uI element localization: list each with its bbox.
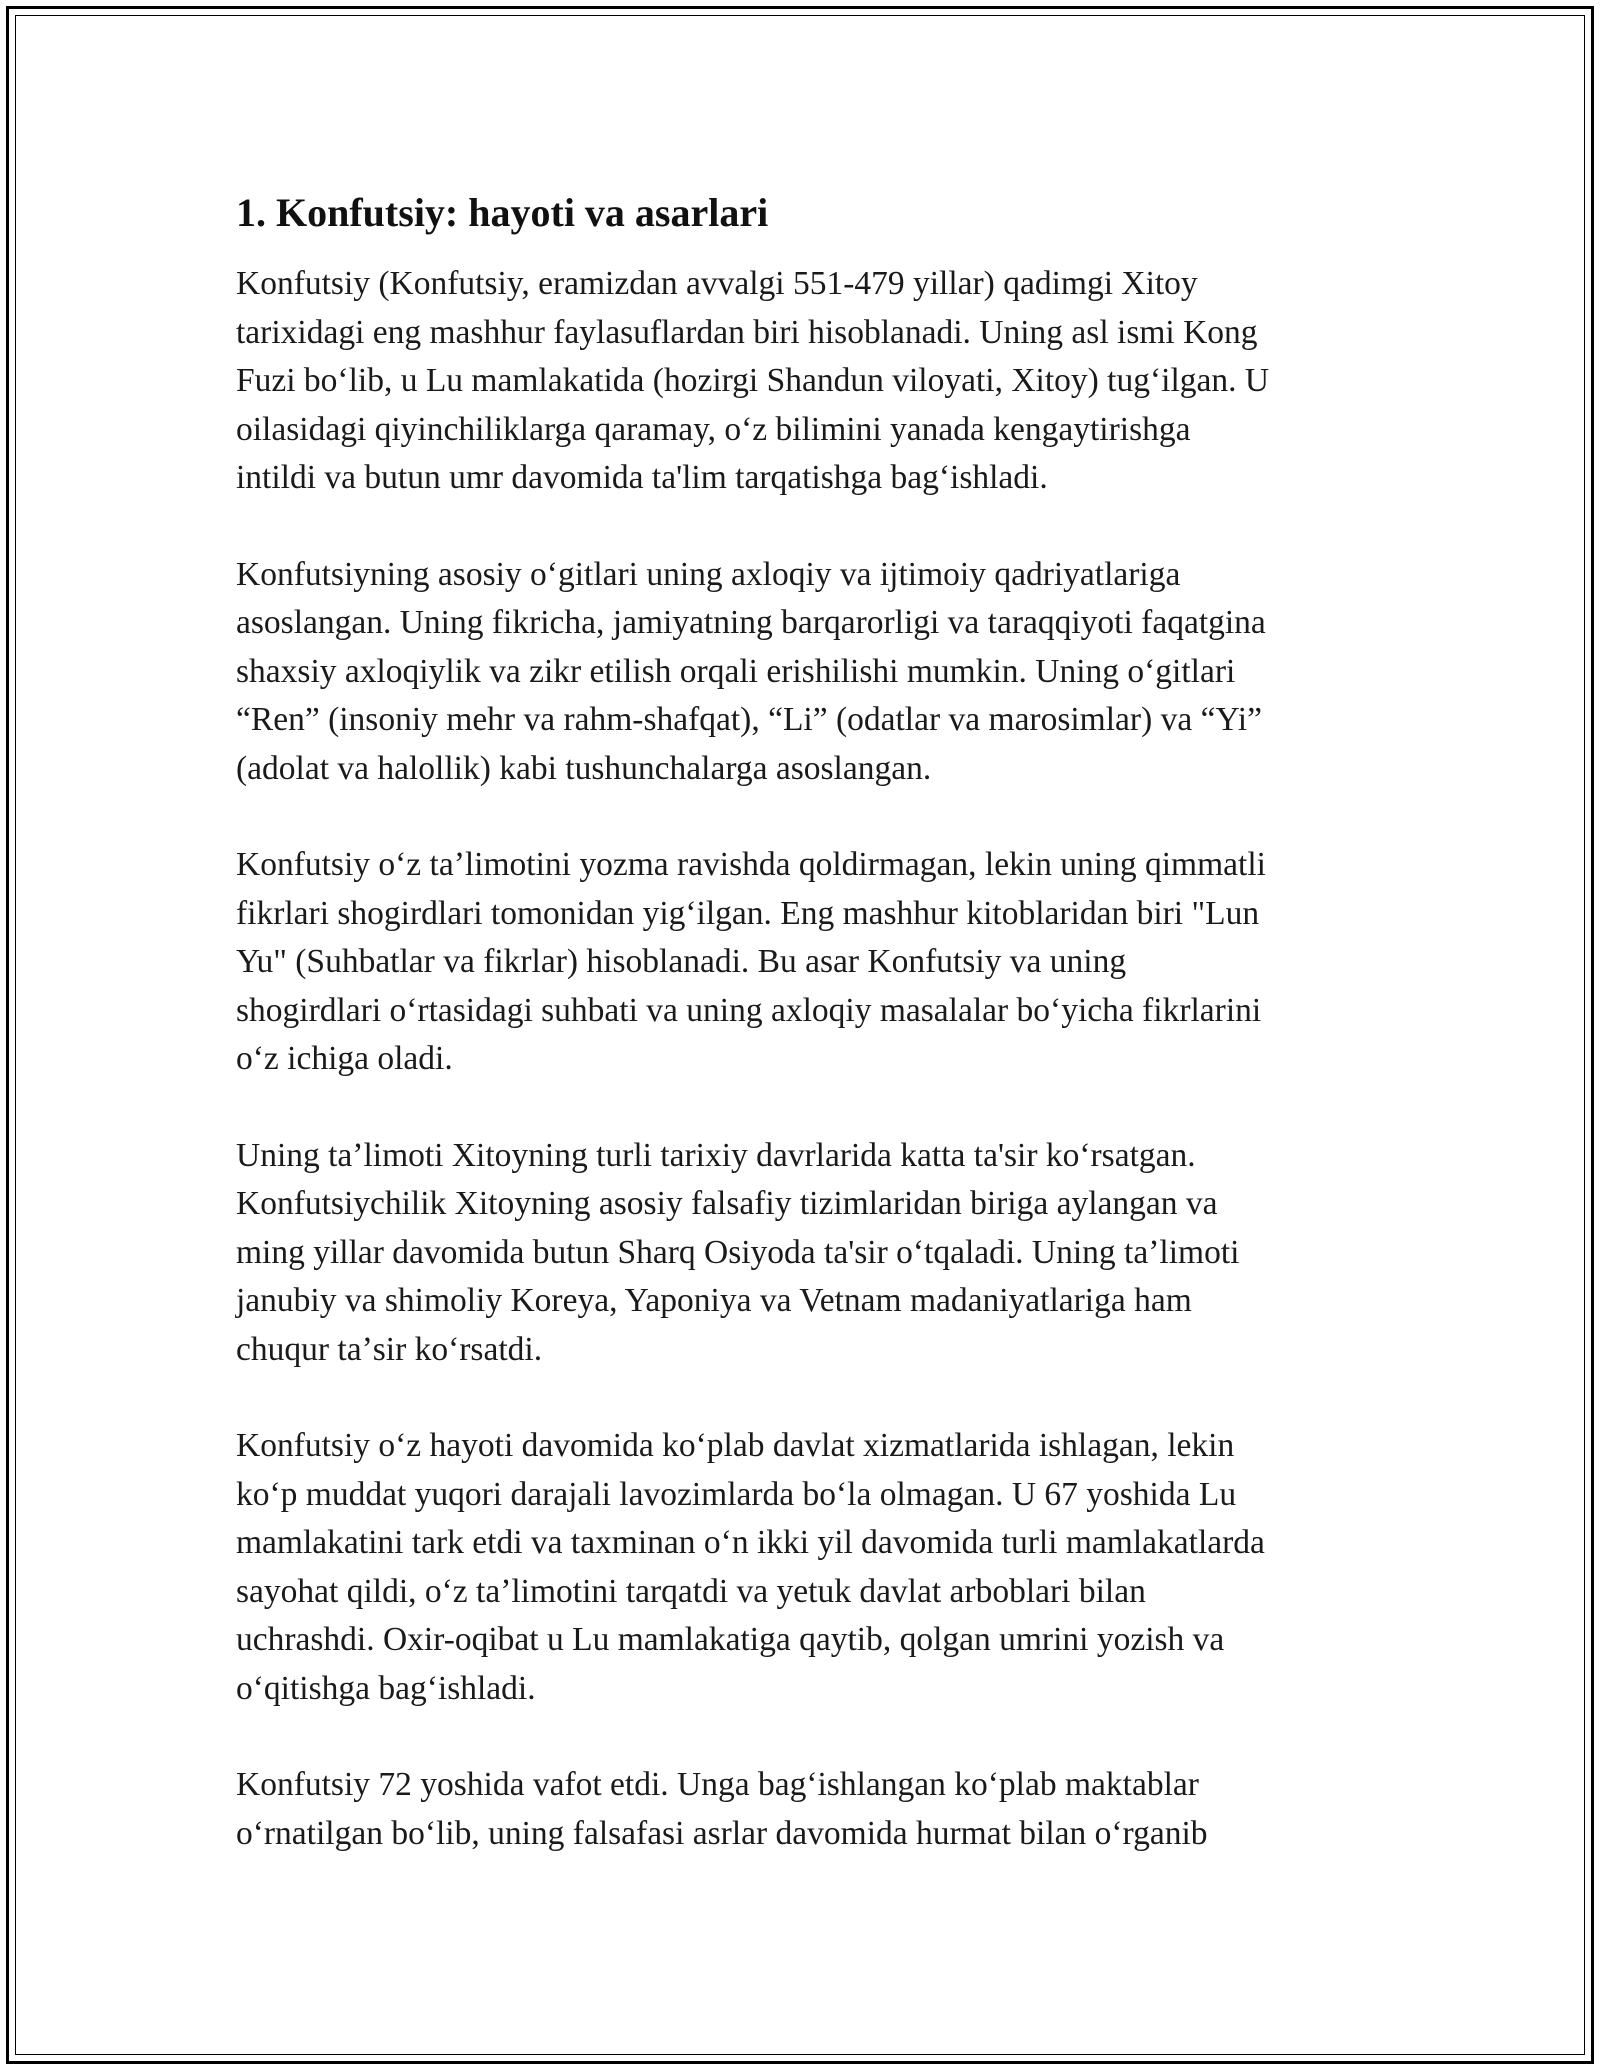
text-line: oʻz ichiga oladi. [236, 1040, 453, 1077]
text-line: oilasidagi qiyinchiliklarga qaramay, oʻz bilimini yanada kengaytirishga [236, 410, 1191, 448]
text-line: Konfutsiy oʻz hayoti davomida koʻplab davlat xizmatlarida ishlagan, lekin [236, 1427, 1235, 1464]
text-line: tarixidagi eng mashhur faylasuflardan biri hisoblanadi. Uning asl ismi Kong [236, 313, 1258, 351]
text-line: Konfutsiy 72 yoshida vafot etdi. Unga bagʻishlangan koʻplab maktablar [236, 1766, 1199, 1803]
text-line: shogirdlari oʻrtasidagi suhbati va uning axloqiy masalalar boʻyicha fikrlarini [236, 991, 1262, 1029]
text-line: fikrlari shogirdlari tomonidan yigʻilgan. Eng mashhur kitoblaridan biri "Lun [236, 894, 1260, 932]
text-line: Konfutsiy oʻz taʼlimotini yozma ravishda qoldirmagan, lekin uning qimmatli [236, 846, 1266, 883]
text-line: Konfutsiyning asosiy oʻgitlari uning axloqiy va ijtimoiy qadriyatlariga [236, 555, 1181, 593]
text-line: intildi va butun umr davomida ta'lim tarqatishga bagʻishladi. [236, 459, 1048, 496]
paragraph-2 [236, 551, 1376, 794]
text-line: oʻqitishga bagʻishladi. [236, 1669, 536, 1707]
text-line: asoslangan. Uning fikricha, jamiyatning barqarorligi va taraqqiyoti faqatgina [236, 604, 1266, 641]
text-line: Uning taʼlimoti Xitoyning turli tarixiy davrlarida katta ta'sir koʻrsatgan. [236, 1136, 1196, 1174]
paragraph-3 [236, 841, 1376, 1084]
paragraph-6 [236, 1761, 1376, 1858]
text-line: uchrashdi. Oxir-oqibat u Lu mamlakatiga qaytib, qolgan umrini yozish va [236, 1621, 1225, 1658]
text-line: ming yillar davomida butun Sharq Osiyoda ta'sir oʻtqaladi. Uning taʼlimoti [236, 1233, 1240, 1271]
text-line: sayohat qildi, oʻz taʼlimotini tarqatdi va yetuk davlat arboblari bilan [236, 1572, 1146, 1610]
paragraph-4 [236, 1132, 1376, 1375]
text-line: koʻp muddat yuqori darajali lavozimlarda boʻla olmagan. U 67 yoshida Lu [236, 1475, 1237, 1513]
text-line: (adolat va halollik) kabi tushunchalarga asoslangan. [236, 749, 932, 787]
text-line: Konfutsiy (Konfutsiy, eramizdan avvalgi 551-479 yillar) qadimgi Xitoy [236, 265, 1198, 302]
text-line: shaxsiy axloqiylik va zikr etilish orqali erishilishi mumkin. Uning oʻgitlari [236, 652, 1236, 690]
paragraph-1 [236, 260, 1376, 503]
document-body [236, 186, 1376, 1906]
paragraph-5 [236, 1422, 1376, 1713]
section-heading: 1. Konfutsiy: hayoti va asarlari [236, 190, 769, 235]
text-line: janubiy va shimoliy Koreya, Yaponiya va Vetnam madaniyatlariga ham [236, 1282, 1192, 1319]
text-line: oʻrnatilgan boʻlib, uning falsafasi asrlar davomida hurmat bilan oʻrganib [236, 1814, 1208, 1852]
text-line: “Ren” (insoniy mehr va rahm-shafqat), “Li” (odatlar va marosimlar) va “Yi” [236, 701, 1262, 738]
text-line: Yu" (Suhbatlar va fikrlar) hisoblanadi. Bu asar Konfutsiy va uning [236, 943, 1127, 980]
text-line: Fuzi boʻlib, u Lu mamlakatida (hozirgi Shandun viloyati, Xitoy) tugʻilgan. U [236, 362, 1270, 399]
text-line: chuqur taʼsir koʻrsatdi. [236, 1330, 543, 1368]
text-line: mamlakatini tark etdi va taxminan oʻn ikki yil davomida turli mamlakatlarda [236, 1524, 1265, 1561]
text-line: Konfutsiychilik Xitoyning asosiy falsafiy tizimlaridan biriga aylangan va [236, 1185, 1218, 1222]
